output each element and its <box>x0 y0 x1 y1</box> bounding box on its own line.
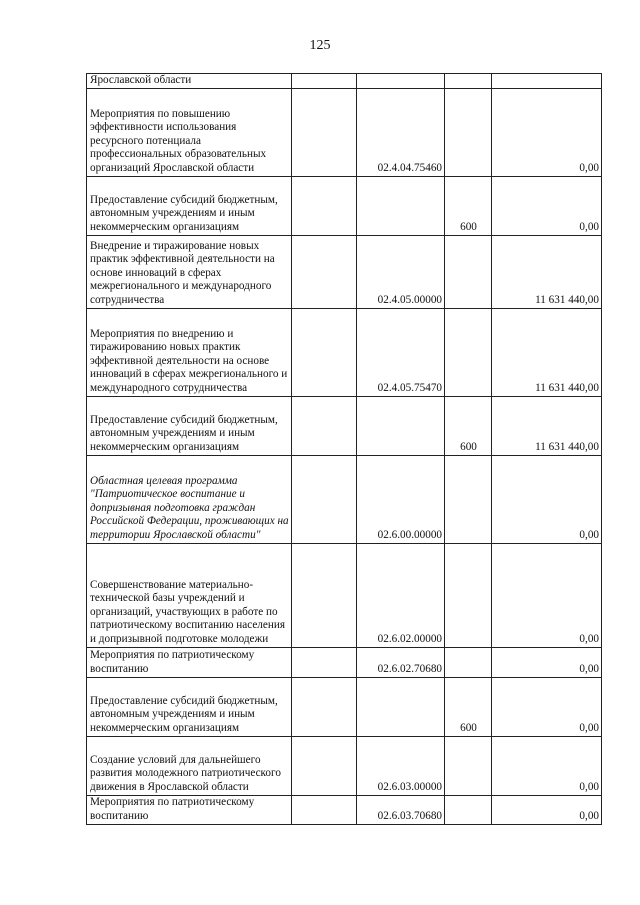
row-expense-type-cell <box>445 795 492 824</box>
row-amount-cell: 0,00 <box>492 795 602 824</box>
table-row <box>87 455 602 543</box>
row-amount-cell: 11 631 440,00 <box>492 396 602 455</box>
row-name-cell: Ярославской области <box>87 74 292 89</box>
row-expense-type-cell <box>445 647 492 677</box>
row-name-cell: Мероприятия по патриотическому воспитанию <box>87 647 292 677</box>
table-row <box>87 176 602 235</box>
row-expense-type-cell <box>445 543 492 647</box>
row-expense-type-cell: 600 <box>445 677 492 736</box>
row-amount-cell: 0,00 <box>492 88 602 176</box>
row-empty-cell <box>292 647 357 677</box>
row-code-cell <box>357 677 445 736</box>
row-code-cell: 02.4.04.75460 <box>357 88 445 176</box>
row-code-cell: 02.4.05.75470 <box>357 308 445 396</box>
row-name-cell: Мероприятия по внедрению и тиражированию новых практик эффективной деятельности на основе инноваций в сферах межрегионального и международного сотрудничества <box>87 308 292 396</box>
row-expense-type-cell <box>445 455 492 543</box>
row-empty-cell <box>292 235 357 308</box>
row-name-cell: Предоставление субсидий бюджетным, автономным учреждениям и иным некоммерческим организациям <box>87 396 292 455</box>
row-amount-cell: 0,00 <box>492 455 602 543</box>
row-code-cell <box>357 176 445 235</box>
table-row <box>87 74 602 89</box>
row-amount-cell <box>492 74 602 89</box>
row-name-cell: Предоставление субсидий бюджетным, автономным учреждениям и иным некоммерческим организациям <box>87 176 292 235</box>
row-amount-cell: 11 631 440,00 <box>492 235 602 308</box>
row-code-cell: 02.6.02.70680 <box>357 647 445 677</box>
row-empty-cell <box>292 795 357 824</box>
row-expense-type-cell <box>445 736 492 795</box>
row-expense-type-cell <box>445 308 492 396</box>
table-row <box>87 235 602 308</box>
row-code-cell <box>357 74 445 89</box>
row-amount-cell: 0,00 <box>492 677 602 736</box>
row-code-cell: 02.6.00.00000 <box>357 455 445 543</box>
row-amount-cell: 0,00 <box>492 176 602 235</box>
table-row <box>87 396 602 455</box>
table-row <box>87 795 602 824</box>
row-name-cell: Мероприятия по повышению эффективности использования ресурсного потенциала профессиональных образовательных организаций Ярославской области <box>87 88 292 176</box>
row-empty-cell <box>292 543 357 647</box>
row-empty-cell <box>292 677 357 736</box>
table-row <box>87 308 602 396</box>
row-empty-cell <box>292 88 357 176</box>
row-code-cell: 02.6.03.70680 <box>357 795 445 824</box>
row-expense-type-cell <box>445 74 492 89</box>
row-expense-type-cell: 600 <box>445 176 492 235</box>
row-name-cell: Создание условий для дальнейшего развития молодежного патриотического движения в Ярославской области <box>87 736 292 795</box>
table-row <box>87 543 602 647</box>
row-code-cell: 02.6.03.00000 <box>357 736 445 795</box>
row-expense-type-cell: 600 <box>445 396 492 455</box>
row-empty-cell <box>292 176 357 235</box>
budget-table <box>86 73 602 825</box>
row-name-cell: Областная целевая программа "Патриотическое воспитание и допризывная подготовка граждан Российской Федерации, проживающих на территории Ярославской области" <box>87 455 292 543</box>
row-code-cell: 02.4.05.00000 <box>357 235 445 308</box>
row-amount-cell: 0,00 <box>492 647 602 677</box>
budget-table-body <box>87 74 602 825</box>
row-name-cell: Совершенствование материально-технической базы учреждений и организаций, участвующих в работе по патриотическому воспитанию населения и допризывной подготовке молодежи <box>87 543 292 647</box>
row-name-cell: Внедрение и тиражирование новых практик эффективной деятельности на основе инноваций в сферах межрегионального и международного сотрудничества <box>87 235 292 308</box>
row-expense-type-cell <box>445 88 492 176</box>
row-amount-cell: 0,00 <box>492 736 602 795</box>
row-empty-cell <box>292 736 357 795</box>
row-empty-cell <box>292 74 357 89</box>
row-amount-cell: 11 631 440,00 <box>492 308 602 396</box>
row-code-cell: 02.6.02.00000 <box>357 543 445 647</box>
row-empty-cell <box>292 308 357 396</box>
table-row <box>87 677 602 736</box>
row-expense-type-cell <box>445 235 492 308</box>
row-amount-cell: 0,00 <box>492 543 602 647</box>
row-name-cell: Предоставление субсидий бюджетным, автономным учреждениям и иным некоммерческим организациям <box>87 677 292 736</box>
row-empty-cell <box>292 455 357 543</box>
row-code-cell <box>357 396 445 455</box>
page-number: 125 <box>309 38 331 53</box>
row-empty-cell <box>292 396 357 455</box>
row-name-cell: Мероприятия по патриотическому воспитанию <box>87 795 292 824</box>
table-row <box>87 647 602 677</box>
table-row <box>87 736 602 795</box>
table-row <box>87 88 602 176</box>
